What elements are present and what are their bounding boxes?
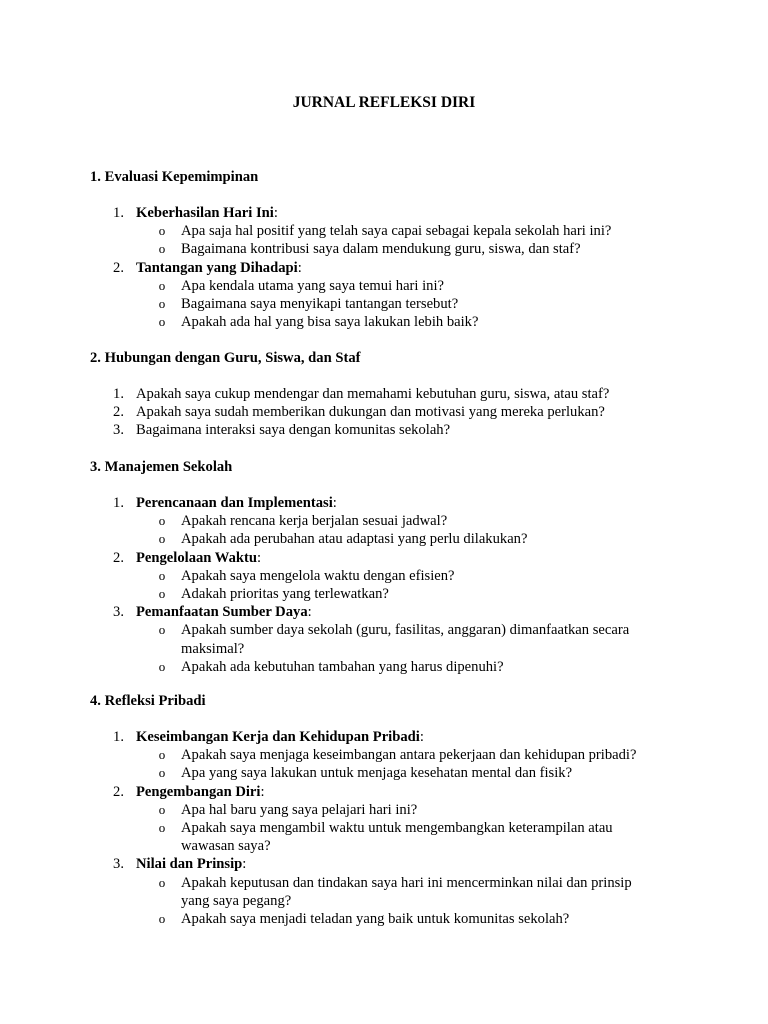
list-number: 3. xyxy=(113,856,124,873)
bullet-marker: o xyxy=(158,874,166,890)
document-title: JURNAL REFLEKSI DIRI xyxy=(292,94,476,111)
item-label: Tantangan yang Dihadapi xyxy=(136,259,298,276)
list-item: Nilai dan Prinsip: xyxy=(136,856,247,873)
bullet-marker: o xyxy=(158,586,166,601)
list-number: 2. xyxy=(113,549,124,566)
bullet-marker: o xyxy=(158,513,166,529)
sub-item: wawasan saya? xyxy=(181,838,271,855)
list-item: Pengembangan Diri: xyxy=(136,783,265,800)
sub-item: Apakah saya mengambil waktu untuk mengembangkan keterampilan atau xyxy=(181,820,613,836)
sub-item: Apakah ada kebutuhan tambahan yang harus dipenuhi? xyxy=(181,658,504,675)
list-number: 3. xyxy=(113,422,124,439)
section-heading: 1. Evaluasi Kepemimpinan xyxy=(90,169,259,185)
sub-item: Apakah saya mengelola waktu dengan efisien? xyxy=(181,567,455,584)
item-label: Pengembangan Diri xyxy=(136,783,261,800)
list-item: Bagaimana interaksi saya dengan komunitas sekolah? xyxy=(136,422,451,439)
section-heading: 3. Manajemen Sekolah xyxy=(90,459,233,475)
sub-item: Bagaimana saya menyikapi tantangan tersebut? xyxy=(181,296,459,312)
sub-item: Apakah saya menjadi teladan yang baik untuk komunitas sekolah? xyxy=(181,911,570,927)
bullet-marker: o xyxy=(158,241,166,257)
list-number: 1. xyxy=(113,386,124,402)
bullet-marker: o xyxy=(158,223,166,239)
list-item: Apakah saya cukup mendengar dan memahami kebutuhan guru, siswa, atau staf? xyxy=(136,386,610,402)
sub-item: yang saya pegang? xyxy=(181,892,292,909)
sub-item: Apakah sumber daya sekolah (guru, fasilitas, anggaran) dimanfaatkan secara xyxy=(181,622,630,639)
list-number: 2. xyxy=(113,404,124,421)
item-label: Keseimbangan Kerja dan Kehidupan Pribadi xyxy=(136,729,420,745)
sub-item: Adakah prioritas yang terlewatkan? xyxy=(181,586,389,602)
section-heading: 4. Refleksi Pribadi xyxy=(90,693,206,709)
bullet-marker: o xyxy=(158,314,166,330)
sub-item: Apakah saya menjaga keseimbangan antara pekerjaan dan kehidupan pribadi? xyxy=(181,747,637,764)
sub-item: Apa hal baru yang saya pelajari hari ini? xyxy=(181,801,418,818)
bullet-marker: o xyxy=(158,658,166,674)
sub-item: Apa kendala utama yang saya temui hari ini? xyxy=(181,277,444,294)
list-item: Tantangan yang Dihadapi: xyxy=(136,259,302,276)
list-item: Keseimbangan Kerja dan Kehidupan Pribadi: xyxy=(136,729,424,745)
bullet-marker: o xyxy=(158,567,166,583)
list-item: Apakah saya sudah memberikan dukungan dan motivasi yang mereka perlukan? xyxy=(136,404,605,421)
bullet-marker: o xyxy=(158,296,166,311)
list-number: 1. xyxy=(113,495,124,511)
item-label: Pemanfaatan Sumber Daya xyxy=(136,604,308,621)
bullet-marker: o xyxy=(158,531,166,547)
sub-item: Apa yang saya lakukan untuk menjaga kesehatan mental dan fisik? xyxy=(181,765,573,782)
sub-item: maksimal? xyxy=(181,640,245,657)
list-item: Keberhasilan Hari Ini: xyxy=(136,205,278,221)
list-item: Pengelolaan Waktu: xyxy=(136,549,262,566)
bullet-marker: o xyxy=(158,765,166,781)
list-number: 1. xyxy=(113,205,124,221)
list-number: 2. xyxy=(113,259,124,276)
bullet-marker: o xyxy=(158,622,166,638)
sub-item: Bagaimana kontribusi saya dalam mendukung guru, siswa, dan staf? xyxy=(181,241,581,258)
bullet-marker: o xyxy=(158,277,166,293)
list-item: Perencanaan dan Implementasi: xyxy=(136,495,337,511)
bullet-marker: o xyxy=(158,820,166,835)
item-label: Keberhasilan Hari Ini xyxy=(136,205,274,221)
bullet-marker: o xyxy=(158,747,166,763)
section-heading: 2. Hubungan dengan Guru, Siswa, dan Staf xyxy=(90,350,361,366)
sub-item: Apakah ada hal yang bisa saya lakukan lebih baik? xyxy=(181,314,479,331)
sub-item: Apakah keputusan dan tindakan saya hari ini mencerminkan nilai dan prinsip xyxy=(181,874,632,891)
list-number: 1. xyxy=(113,729,124,745)
sub-item: Apa saja hal positif yang telah saya capai sebagai kepala sekolah hari ini? xyxy=(181,223,612,240)
list-number: 3. xyxy=(113,604,124,621)
item-label: Nilai dan Prinsip xyxy=(136,856,243,873)
bullet-marker: o xyxy=(158,911,166,926)
bullet-marker: o xyxy=(158,801,166,817)
sub-item: Apakah rencana kerja berjalan sesuai jadwal? xyxy=(181,513,448,530)
list-number: 2. xyxy=(113,783,124,800)
list-item: Pemanfaatan Sumber Daya: xyxy=(136,604,312,621)
sub-item: Apakah ada perubahan atau adaptasi yang perlu dilakukan? xyxy=(181,531,528,548)
item-label: Perencanaan dan Implementasi xyxy=(136,495,333,511)
item-label: Pengelolaan Waktu xyxy=(136,549,257,566)
